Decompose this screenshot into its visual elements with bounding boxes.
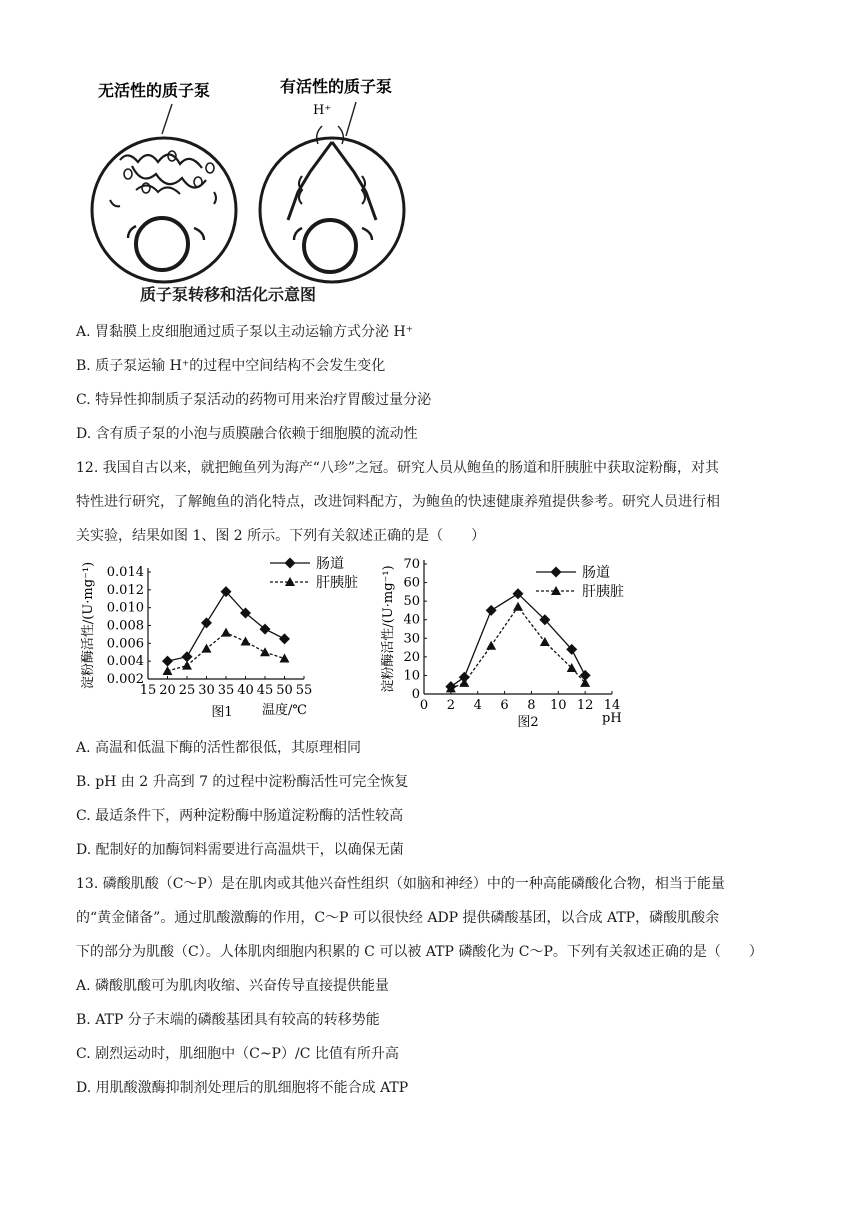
chart-2-y-tick-label: 50 — [403, 594, 420, 610]
q13-option-a: A. 磷酸肌酸可为肌肉收缩、兴奋传导直接提供能量 — [76, 978, 390, 994]
chart-1-x-tick-label: 30 — [198, 683, 215, 698]
chart-1-y-tick-label: 0.008 — [106, 618, 144, 634]
chart-2-series-1-point — [580, 678, 590, 687]
chart-1-series-0-point — [201, 617, 212, 628]
chart-2-series-0-point — [486, 605, 497, 616]
chart-1-x-tick-label: 50 — [276, 683, 293, 698]
chart-1-y-axis-label: 淀粉酶活性/(U·mg⁻¹) — [81, 561, 96, 690]
chart-2-x-tick-label: 4 — [473, 698, 482, 713]
q11-option-c: C. 特异性抑制质子泵活动的药物可用来治疗胃酸过量分泌 — [76, 392, 432, 408]
inactive-pump-label: 无活性的质子泵 — [98, 81, 211, 100]
chart-2-y-tick-label: 30 — [403, 631, 420, 647]
chart-1-y-tick-label: 0.012 — [106, 582, 144, 598]
q13-stem-line-3: 下的部分为肌酸（C）。人体肌肉细胞内积累的 C 可以被 ATP 磷酸化为 C～P。下列有关叙述正确的是（ ） — [76, 944, 763, 960]
chart-2-series-1-point — [513, 602, 523, 611]
figure-caption: 质子泵转移和活化示意图 — [140, 285, 317, 304]
chart-2-y-tick-label: 10 — [403, 668, 420, 684]
q12-option-c: C. 最适条件下，两种淀粉酶中肠道淀粉酶的活性较高 — [76, 808, 404, 824]
chart-1-x-tick-label: 25 — [178, 683, 196, 698]
chart-2-x-tick-label: 2 — [446, 698, 455, 713]
chart-2-y-axis-label: 淀粉酶活性/(U·mg⁻¹) — [381, 565, 396, 693]
q12-stem-line-2: 特性进行研究，了解鲍鱼的消化特点，改进饲料配方，为鲍鱼的快速健康养殖提供参考。研究人员进行相 — [76, 494, 720, 510]
chart-1-series-1-point — [221, 628, 231, 637]
chart-1-x-tick-label: 55 — [295, 683, 313, 698]
chart-2-y-tick-label: 60 — [403, 575, 420, 591]
chart-2-x-tick-label: 0 — [419, 698, 429, 713]
chart-1-y-tick-label: 0.006 — [106, 636, 144, 652]
chart-2-series-1-line — [451, 607, 585, 689]
chart-1-x-tick-label: 45 — [256, 683, 274, 698]
q13-stem-line-1: 13. 磷酸肌酸（C～P）是在肌肉或其他兴奋性组织（如脑和神经）中的一种高能磷酸化合物，相当于能量 — [76, 876, 725, 892]
q12-stem-line-1: 12. 我国自古以来，就把鲍鱼列为海产“八珍”之冠。研究人员从鲍鱼的肠道和肝胰脏中获取淀粉酶，对其 — [76, 460, 720, 476]
chart-2-y-tick-label: 40 — [403, 612, 420, 628]
chart-2-y-tick-label: 20 — [403, 649, 420, 665]
chart-1-series-1-point — [241, 637, 251, 646]
chart-1-series-0-point — [279, 633, 290, 644]
chart-2-x-tick-label: 8 — [527, 698, 536, 713]
chart-1-x-tick-label: 35 — [217, 683, 235, 698]
chart-1-x-tick-label: 40 — [237, 683, 254, 698]
q12-option-a: A. 高温和低温下酶的活性都很低，其原理相同 — [76, 740, 362, 756]
chart-1-series-1-point — [163, 666, 173, 675]
h-ion-label: H⁺ — [313, 103, 332, 118]
chart-2-series-1-point — [486, 641, 496, 650]
chart-2-x-tick-label: 14 — [603, 698, 621, 713]
chart-1 — [76, 552, 376, 724]
chart-2 — [378, 552, 648, 732]
q12-option-b: B. pH 由 2 升高到 7 的过程中淀粉酶活性可完全恢复 — [76, 774, 409, 790]
chart-1-legend-0-marker — [285, 558, 296, 569]
chart-1-legend-0-label: 肠道 — [316, 556, 344, 572]
active-pump-label: 有活性的质子泵 — [280, 77, 393, 96]
proton-pump-figure — [76, 70, 416, 310]
chart-2-y-tick-label: 0 — [411, 687, 420, 702]
right-cell — [260, 138, 404, 282]
q13-stem-line-2: 的“黄金储备”。通过肌酸激酶的作用，C～P 可以很快经 ADP 提供磷酸基团，以合成 ATP，磷酸肌酸余 — [76, 910, 720, 926]
q12-stem-line-3: 关实验，结果如图 1、图 2 所示。下列有关叙述正确的是（ ） — [76, 528, 486, 544]
chart-1-x-axis-label: 温度/℃ — [262, 703, 307, 718]
q11-option-d: D. 含有质子泵的小泡与质膜融合依赖于细胞膜的流动性 — [76, 426, 418, 442]
chart-1-x-tick-label: 15 — [139, 683, 157, 698]
chart-2-svg — [378, 552, 648, 732]
chart-2-series-1-point — [567, 663, 577, 672]
q13-option-b: B. ATP 分子末端的磷酸基团具有较高的转移势能 — [76, 1012, 380, 1028]
chart-1-caption: 图1 — [211, 705, 233, 720]
chart-1-series-0-point — [162, 656, 173, 667]
chart-1-x-tick-label: 20 — [159, 683, 176, 698]
chart-2-legend-0-marker — [551, 567, 562, 578]
proton-pump-diagram — [76, 70, 416, 310]
chart-2-y-tick-label: 70 — [403, 557, 420, 572]
chart-1-svg — [76, 552, 376, 724]
q11-option-a: A. 胃黏膜上皮细胞通过质子泵以主动运输方式分泌 H⁺ — [76, 324, 414, 340]
chart-2-x-tick-label: 12 — [576, 698, 594, 713]
chart-2-legend-1-label: 肝胰脏 — [582, 584, 624, 600]
q11-option-b: B. 质子泵运输 H⁺的过程中空间结构不会发生变化 — [76, 358, 386, 374]
chart-2-legend-0-label: 肠道 — [582, 565, 610, 581]
q13-option-d: D. 用肌酸激酶抑制剂处理后的肌细胞将不能合成 ATP — [76, 1080, 409, 1096]
chart-1-legend-1-label: 肝胰脏 — [316, 575, 358, 591]
q12-option-d: D. 配制好的加酶饲料需要进行高温烘干，以确保无菌 — [76, 842, 404, 858]
chart-2-caption: 图2 — [517, 715, 539, 730]
chart-2-x-axis-label: pH — [602, 711, 622, 726]
chart-2-x-tick-label: 10 — [550, 698, 567, 713]
q13-option-c: C. 剧烈运动时，肌细胞中（C~P）/C 比值有所升高 — [76, 1046, 399, 1062]
chart-2-x-tick-label: 6 — [500, 698, 509, 713]
chart-1-series-1-point — [260, 647, 270, 656]
left-cell — [92, 138, 236, 282]
chart-1-y-tick-label: 0.014 — [106, 565, 144, 580]
chart-1-y-tick-label: 0.010 — [106, 600, 144, 616]
chart-1-y-tick-label: 0.004 — [106, 654, 144, 670]
chart-1-series-0-point — [182, 651, 193, 662]
chart-1-y-tick-label: 0.002 — [106, 672, 144, 687]
